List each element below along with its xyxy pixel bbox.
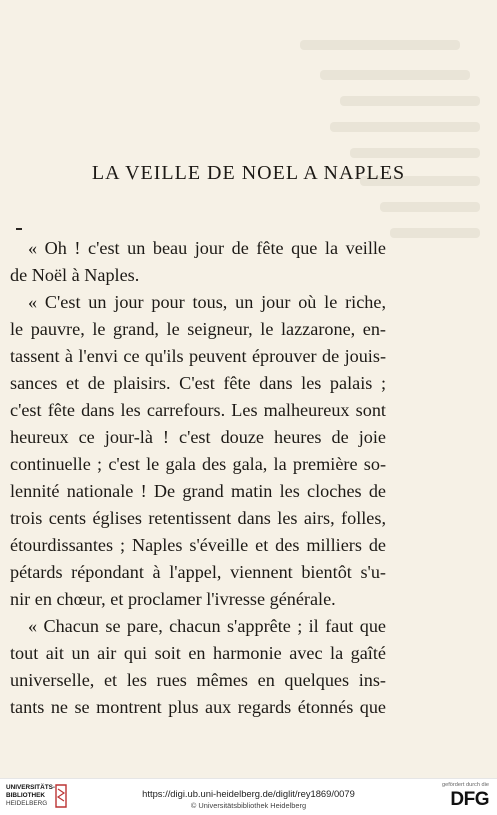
dfg-logo[interactable]: DFG [450, 789, 489, 810]
chapter-title: LA VEILLE DE NOEL A NAPLES [91, 162, 406, 184]
text-line: c'est fête dans les carrefours. Les malheureux sont [10, 400, 386, 420]
text-line: « C'est un jour pour tous, un jour où le riche, [28, 292, 386, 312]
funding-note: gefördert durch die [442, 782, 489, 788]
text-line: lennité nationale ! De grand matin les cloches de [10, 481, 386, 501]
library-name-line1: UNIVERSITÄTS- [6, 784, 55, 791]
text-line: pétards répondant à l'appel, viennent bientôt s'u- [10, 562, 386, 582]
text-line: continuelle ; c'est le gala des gala, la première so- [10, 454, 386, 474]
text-line: tassent à l'envi ce qu'ils peuvent éprouver de jouis- [10, 346, 386, 366]
library-name-line3: HEIDELBERG [6, 800, 48, 807]
text-line: « Chacun se pare, chacun s'apprête ; il faut que [28, 616, 386, 636]
text-line: nir en chœur, et proclamer l'ivresse générale. [10, 589, 336, 609]
text-line: « Oh ! c'est un beau jour de fête que la veille [28, 238, 386, 258]
text-line: tants ne se montrent plus aux regards étonnés que [10, 697, 386, 717]
copyright-notice: © Universitätsbibliothek Heidelberg [190, 801, 307, 810]
text-line: sances et de plaisirs. C'est fête dans les palais ; [10, 373, 386, 393]
text-line: universelle, et les rues mêmes en quelques ins- [10, 670, 386, 690]
text-line: heureux ce jour-là ! c'est douze heures de joie [10, 427, 386, 447]
text-line: trois cents églises retentissent dans les airs, folles, [10, 508, 386, 528]
permalink-url[interactable]: https://digi.ub.uni-heidelberg.de/diglit/rey1869/0079 [142, 788, 355, 799]
text-line: tout ait un air qui soit en harmonie avec la gaîté [10, 643, 386, 663]
viewer-footer [0, 778, 497, 815]
ink-mark [16, 228, 22, 230]
text-line: de Noël à Naples. [10, 265, 140, 285]
library-name-line2: BIBLIOTHEK [6, 792, 46, 799]
body-text [10, 235, 386, 721]
text-line: le pauvre, le grand, le seigneur, le lazzarone, en- [10, 319, 386, 339]
text-line: étourdissantes ; Naples s'éveille et des milliers de [10, 535, 386, 555]
